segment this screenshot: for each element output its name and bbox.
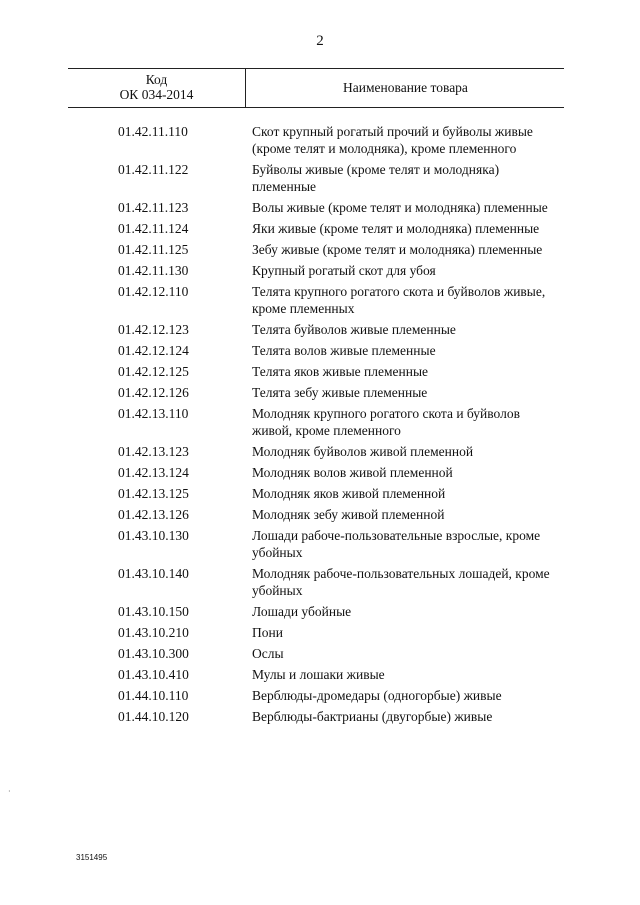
product-code: 01.42.11.123	[118, 200, 189, 215]
table-row	[0, 342, 640, 359]
product-code: 01.42.13.126	[118, 507, 189, 522]
product-code: 01.42.11.130	[118, 263, 189, 278]
header-code-label: Код	[145, 72, 168, 87]
header-name-column: Наименование товара	[343, 80, 468, 95]
product-code: 01.42.13.124	[118, 465, 189, 480]
product-code: 01.42.12.123	[118, 322, 189, 337]
table-body	[0, 123, 640, 729]
product-code: 01.42.11.124	[118, 221, 189, 236]
product-code: 01.42.13.123	[118, 444, 189, 459]
table-row	[0, 603, 640, 620]
product-name: Верблюды-дромедары (одногорбые) живые	[252, 688, 502, 703]
product-name: Пони	[252, 625, 283, 640]
table-row	[0, 262, 640, 279]
table-header	[68, 68, 564, 108]
product-code: 01.42.11.110	[118, 124, 188, 139]
product-name: Телята буйволов живые племенные	[252, 322, 456, 337]
product-name: Телята крупного рогатого скота и буйволов живые, кроме племенных	[252, 284, 546, 316]
product-code: 01.44.10.110	[118, 688, 189, 703]
product-code: 01.44.10.120	[118, 709, 189, 724]
product-code: 01.43.10.300	[118, 646, 189, 661]
product-code: 01.42.13.110	[118, 406, 189, 421]
header-code-column	[68, 69, 246, 107]
table-row	[0, 687, 640, 704]
table-row	[0, 363, 640, 380]
product-code: 01.42.12.110	[118, 284, 189, 299]
product-code: 01.43.10.410	[118, 667, 189, 682]
table-row	[0, 321, 640, 338]
table-row	[0, 708, 640, 725]
table-row	[0, 384, 640, 401]
table-row	[0, 123, 640, 157]
table-row	[0, 283, 640, 317]
table-row	[0, 645, 640, 662]
table-row	[0, 220, 640, 237]
product-code: 01.42.11.122	[118, 162, 189, 177]
product-name: Лошади убойные	[252, 604, 352, 619]
table-row	[0, 527, 640, 561]
table-row	[0, 506, 640, 523]
product-name: Телята зебу живые племенные	[252, 385, 428, 400]
product-name: Молодняк волов живой племенной	[252, 465, 453, 480]
product-name: Телята яков живые племенные	[252, 364, 429, 379]
margin-mark: ·	[8, 787, 11, 796]
table-row	[0, 161, 640, 195]
product-name: Волы живые (кроме телят и молодняка) племенные	[252, 200, 548, 215]
table-row	[0, 485, 640, 502]
product-name: Молодняк буйволов живой племенной	[252, 444, 474, 459]
table-row	[0, 443, 640, 460]
product-name: Лошади рабоче-пользовательные взрослые, кроме убойных	[252, 528, 541, 560]
product-name: Яки живые (кроме телят и молодняка) племенные	[252, 221, 540, 236]
product-code: 01.42.12.124	[118, 343, 189, 358]
product-name: Мулы и лошаки живые	[252, 667, 385, 682]
product-name: Молодняк крупного рогатого скота и буйволов живой, кроме племенного	[252, 406, 520, 438]
product-name: Молодняк яков живой племенной	[252, 486, 446, 501]
product-code: 01.42.13.125	[118, 486, 189, 501]
product-name: Молодняк зебу живой племенной	[252, 507, 445, 522]
page-number: 2	[316, 33, 324, 49]
product-name: Ослы	[252, 646, 284, 661]
table-row	[0, 199, 640, 216]
product-code: 01.42.11.125	[118, 242, 189, 257]
table-row	[0, 241, 640, 258]
table-row	[0, 405, 640, 439]
table-row	[0, 464, 640, 481]
product-name: Молодняк рабоче-пользовательных лошадей, кроме убойных	[252, 566, 550, 598]
table-row	[0, 666, 640, 683]
product-name: Телята волов живые племенные	[252, 343, 436, 358]
product-name: Скот крупный рогатый прочий и буйволы живые (кроме телят и молодняка), кроме племенного	[252, 124, 533, 156]
product-code: 01.43.10.140	[118, 566, 189, 581]
product-name: Крупный рогатый скот для убоя	[252, 263, 436, 278]
table-row	[0, 565, 640, 599]
product-code: 01.43.10.150	[118, 604, 189, 619]
table-row	[0, 624, 640, 641]
product-code: 01.43.10.130	[118, 528, 189, 543]
product-code: 01.43.10.210	[118, 625, 189, 640]
product-name: Зебу живые (кроме телят и молодняка) племенные	[252, 242, 543, 257]
document-id: 3151495	[76, 853, 108, 862]
product-code: 01.42.12.125	[118, 364, 189, 379]
product-name: Буйволы живые (кроме телят и молодняка) племенные	[252, 162, 500, 194]
product-name: Верблюды-бактрианы (двугорбые) живые	[252, 709, 493, 724]
header-code-classifier: ОК 034-2014	[119, 87, 194, 102]
product-code: 01.42.12.126	[118, 385, 189, 400]
